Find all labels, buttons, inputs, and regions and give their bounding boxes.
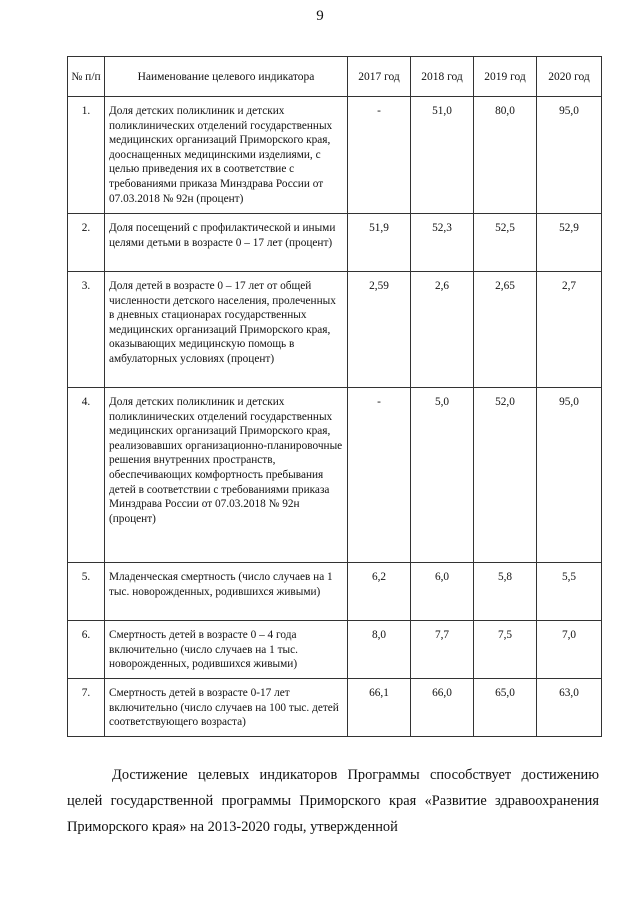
row-num: 3. (68, 272, 105, 388)
row-name: Доля детских поликлиник и детских поликлинических отделений государственных медицинских организаций Приморского края, дооснащенных медицинскими изделиями, с целью приведения их в соответствие с требованиями приказа Минздрава России от 07.03.2018 № 92н (процент) (105, 97, 348, 214)
header-2019: 2019 год (474, 57, 537, 97)
row-2019: 52,5 (474, 214, 537, 272)
row-2020: 95,0 (537, 388, 602, 563)
table-row (68, 621, 602, 679)
table-row (68, 272, 602, 388)
row-2020: 2,7 (537, 272, 602, 388)
row-2019: 2,65 (474, 272, 537, 388)
row-2017: 8,0 (348, 621, 411, 679)
row-2017: 51,9 (348, 214, 411, 272)
row-num: 2. (68, 214, 105, 272)
row-2020: 63,0 (537, 679, 602, 737)
row-2018: 52,3 (411, 214, 474, 272)
row-2019: 80,0 (474, 97, 537, 214)
row-name: Смертность детей в возрасте 0 – 4 года включительно (число случаев на 1 тыс. новорожденных, родившихся живыми) (105, 621, 348, 679)
header-num: № п/п (68, 57, 105, 97)
row-2019: 65,0 (474, 679, 537, 737)
indicators-table (67, 56, 602, 737)
table-header-row (68, 57, 602, 97)
row-2020: 52,9 (537, 214, 602, 272)
row-2018: 51,0 (411, 97, 474, 214)
row-2019: 7,5 (474, 621, 537, 679)
table-row (68, 388, 602, 563)
row-2020: 5,5 (537, 563, 602, 621)
row-2017: 66,1 (348, 679, 411, 737)
row-2017: 6,2 (348, 563, 411, 621)
row-num: 1. (68, 97, 105, 214)
header-2020: 2020 год (537, 57, 602, 97)
row-2019: 5,8 (474, 563, 537, 621)
row-name: Доля посещений с профилактической и иными целями детьми в возрасте 0 – 17 лет (процент) (105, 214, 348, 272)
row-num: 6. (68, 621, 105, 679)
table-row (68, 214, 602, 272)
body-text (67, 762, 599, 840)
header-2017: 2017 год (348, 57, 411, 97)
row-name: Младенческая смертность (число случаев на 1 тыс. новорожденных, родившихся живыми) (105, 563, 348, 621)
row-2018: 7,7 (411, 621, 474, 679)
page-number: 9 (316, 8, 324, 24)
row-num: 7. (68, 679, 105, 737)
row-2020: 95,0 (537, 97, 602, 214)
row-2018: 2,6 (411, 272, 474, 388)
table-row (68, 97, 602, 214)
row-2017: 2,59 (348, 272, 411, 388)
row-num: 4. (68, 388, 105, 563)
body-paragraph: Достижение целевых индикаторов Программы способствует достижению целей государственной программы Приморского края «Развитие здравоохранения Приморского края» на 2013-2020 годы, утвержденной (67, 767, 599, 835)
row-num: 5. (68, 563, 105, 621)
row-2020: 7,0 (537, 621, 602, 679)
header-name: Наименование целевого индикатора (105, 57, 348, 97)
row-2019: 52,0 (474, 388, 537, 563)
row-name: Доля детских поликлиник и детских поликлинических отделений государственных медицинских организаций Приморского края, реализовавших организационно-планировочные решения внутренних пространств, обеспечивающих комфортность пребывания детей в соответствии с требованиями приказа Минздрава России от 07.03.2018 № 92н (процент) (105, 388, 348, 563)
row-2018: 66,0 (411, 679, 474, 737)
row-2017: - (348, 388, 411, 563)
table-row (68, 563, 602, 621)
row-name: Доля детей в возрасте 0 – 17 лет от общей численности детского населения, пролеченных в дневных стационарах государственных медицинских организаций Приморского края, оказывающих медицинскую помощь в амбулаторных условиях (процент) (105, 272, 348, 388)
header-2018: 2018 год (411, 57, 474, 97)
row-2018: 6,0 (411, 563, 474, 621)
row-2017: - (348, 97, 411, 214)
row-name: Смертность детей в возрасте 0-17 лет включительно (число случаев на 100 тыс. детей соответствующего возраста) (105, 679, 348, 737)
table-row (68, 679, 602, 737)
row-2018: 5,0 (411, 388, 474, 563)
